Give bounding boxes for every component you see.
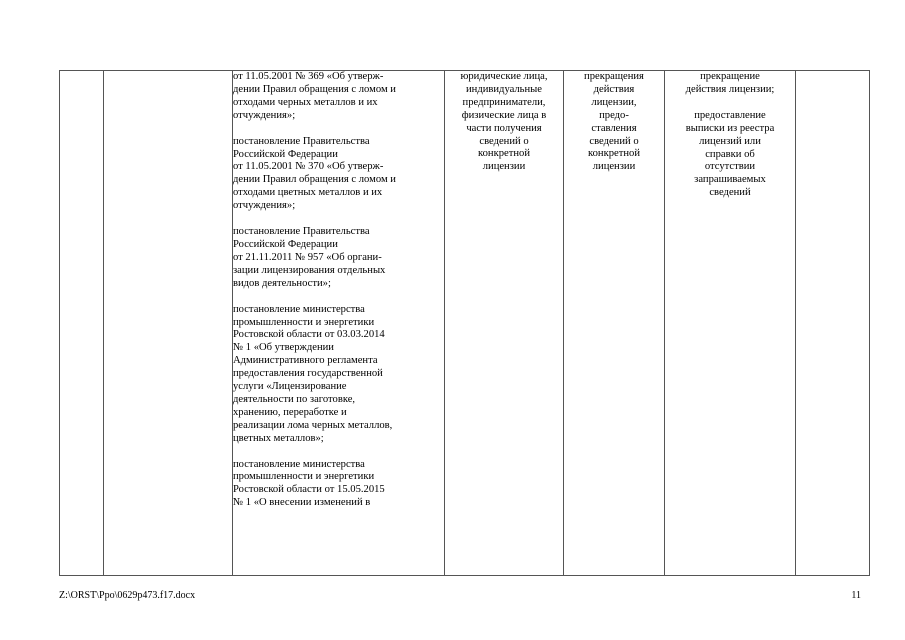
recipients-text: юридические лица, индивидуальные предприниматели, физические лица в части получения сведений о конкретной лицензии <box>460 71 548 173</box>
services-table <box>59 70 870 576</box>
result-paragraph: предоставление выписки из реестра лицензий или справки об отсутствии запрашиваемых сведений <box>685 109 775 199</box>
footer-file-path: Z:\ORST\Ppo\0629p473.f17.docx <box>59 590 196 601</box>
cell-number <box>60 71 104 576</box>
table-row <box>60 71 870 576</box>
legal-basis-paragraph: постановление министерства промышленности и энергетики Ростовской области от 03.03.2014 № 1 «Об утверждении Административного регламента предоставления государственной услуги «Лицензирование деятельности по заготовке, хранению, переработке и реализации лома черных металлов, цветных металлов»; <box>233 303 393 444</box>
cell-results <box>665 71 796 576</box>
legal-basis-paragraph: от 11.05.2001 № 369 «Об утверж- дении Правил обращения с ломом и отходами черных металлов и их отчуждения»; <box>233 71 396 121</box>
grounds-text: прекращения действия лицензии, предо- ставления сведений о конкретной лицензии <box>584 71 644 173</box>
legal-basis-paragraph: постановление министерства промышленности и энергетики Ростовской области от 15.05.2015 № 1 «О внесении изменений в <box>233 458 385 509</box>
legal-basis-paragraph: постановление Правительства Российской Федерации от 21.11.2011 № 957 «Об органи- зации лицензирования отдельных видов деятельности»; <box>233 226 386 289</box>
cell-notes <box>796 71 870 576</box>
cell-service-name <box>104 71 233 576</box>
result-paragraph: прекращение действия лицензии; <box>685 71 775 95</box>
cell-legal-basis <box>233 71 445 576</box>
cell-recipients <box>445 71 564 576</box>
cell-grounds <box>564 71 665 576</box>
page-number: 11 <box>851 590 861 601</box>
legal-basis-paragraph: постановление Правительства Российской Федерации от 11.05.2001 № 370 «Об утверж- дении Правил обращения с ломом и отходами цветных металлов и их отчуждения»; <box>233 135 396 212</box>
